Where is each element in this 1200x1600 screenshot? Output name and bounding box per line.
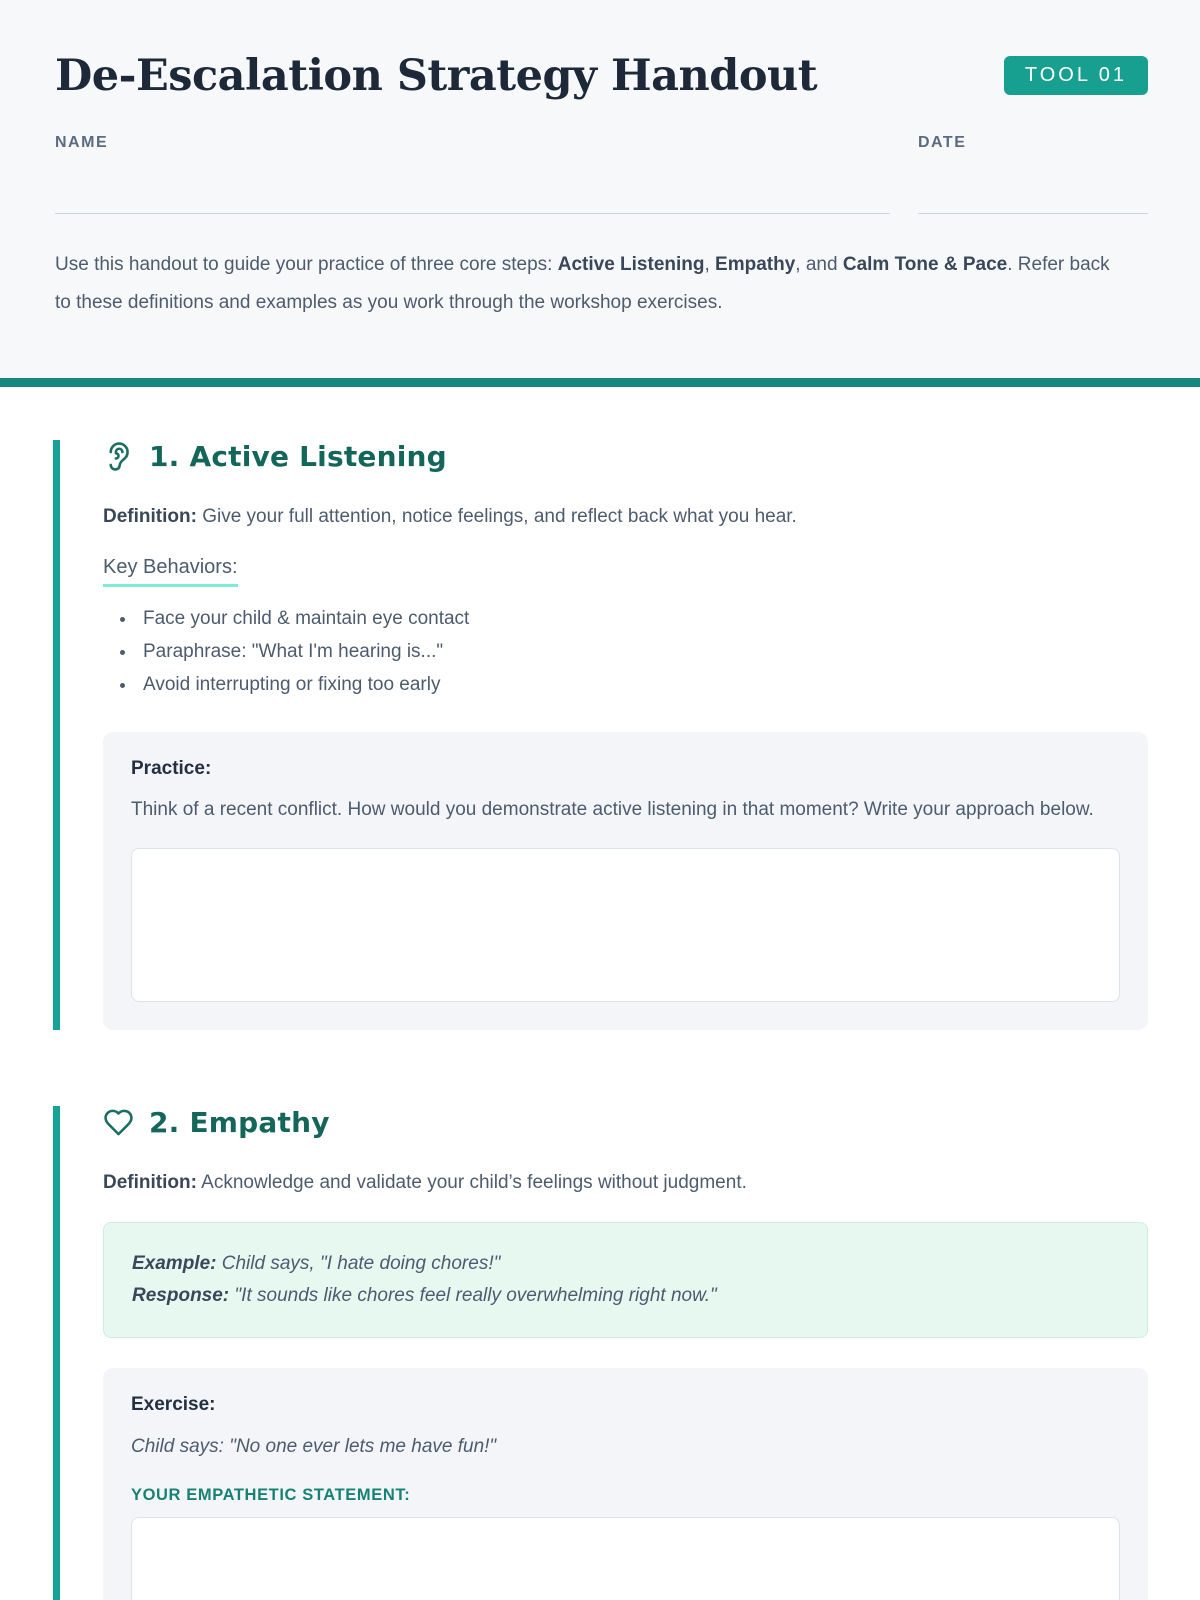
intro-paragraph: [55, 246, 1115, 322]
response-label: Response:: [132, 1284, 230, 1306]
example-line: [132, 1248, 1119, 1280]
intro-bold-empathy: Empathy: [715, 254, 796, 276]
behavior-list: [103, 603, 1148, 702]
section-2-title: 2. Empathy: [149, 1105, 330, 1139]
exercise-prompt: Child says: "No one ever lets me have fun!": [131, 1435, 497, 1457]
name-field: [55, 134, 890, 214]
intro-bold-active-listening: Active Listening: [557, 254, 705, 276]
section-active-listening: [53, 440, 1148, 1030]
ear-icon: [103, 441, 134, 472]
header-top: [55, 52, 1148, 100]
date-field: [918, 134, 1148, 214]
heart-icon: [103, 1107, 134, 1138]
section-empathy: [53, 1106, 1148, 1600]
header: [0, 0, 1200, 378]
intro-text: ,: [704, 254, 716, 276]
key-behaviors-heading: [103, 556, 1148, 587]
response-line: [132, 1280, 1119, 1312]
section-1-title: 1. Active Listening: [149, 440, 447, 474]
exercise-panel: [103, 1368, 1148, 1600]
date-input[interactable]: [918, 156, 1148, 214]
definition-text: Give your full attention, notice feelings, and reflect back what you hear.: [196, 506, 797, 528]
section-2-heading: [103, 1106, 1148, 1139]
practice-label: Practice:: [131, 757, 212, 779]
definition-text: Acknowledge and validate your child’s feelings without judgment.: [196, 1171, 747, 1193]
name-input[interactable]: [55, 156, 890, 214]
header-divider: [0, 378, 1200, 387]
key-behaviors-label: Key Behaviors:: [103, 556, 238, 587]
response-text: "It sounds like chores feel really overwhelming right now.": [229, 1284, 717, 1306]
empathetic-statement-label: YOUR EMPATHETIC STATEMENT:: [131, 1485, 411, 1504]
main-content: [0, 387, 1200, 1600]
practice-textarea[interactable]: [131, 848, 1120, 1002]
section-1-heading: [103, 440, 1148, 473]
behavior-item: • Face your child & maintain eye contact: [137, 603, 1148, 636]
intro-text: Use this handout to guide your practice of three core steps:: [55, 254, 558, 276]
example-box: [103, 1222, 1148, 1338]
example-text: Child says, "I hate doing chores!": [216, 1252, 501, 1274]
example-label: Example:: [132, 1252, 217, 1274]
header-fields: [55, 134, 1148, 214]
practice-panel: [103, 732, 1148, 1030]
intro-text: . Refer back to these definitions and examples as you work through the workshop exercises.: [55, 254, 1110, 314]
date-label: DATE: [918, 134, 967, 152]
tool-badge: TOOL 01: [1004, 56, 1148, 95]
section-2-definition: [103, 1165, 1148, 1200]
intro-bold-calm-tone: Calm Tone & Pace: [842, 254, 1008, 276]
exercise-label: Exercise:: [131, 1393, 216, 1415]
page-title: De-Escalation Strategy Handout: [55, 51, 818, 101]
empathetic-statement-textarea[interactable]: [131, 1517, 1120, 1600]
definition-label: Definition:: [103, 506, 197, 528]
behavior-item: • Paraphrase: "What I'm hearing is...": [137, 636, 1148, 669]
definition-label: Definition:: [103, 1171, 197, 1193]
name-label: NAME: [55, 134, 109, 152]
intro-text: , and: [795, 254, 843, 276]
section-1-definition: [103, 499, 1148, 534]
behavior-item: • Avoid interrupting or fixing too early: [137, 669, 1148, 702]
practice-prompt: Think of a recent conflict. How would you demonstrate active listening in that moment? Write your approach below.: [131, 798, 1094, 820]
